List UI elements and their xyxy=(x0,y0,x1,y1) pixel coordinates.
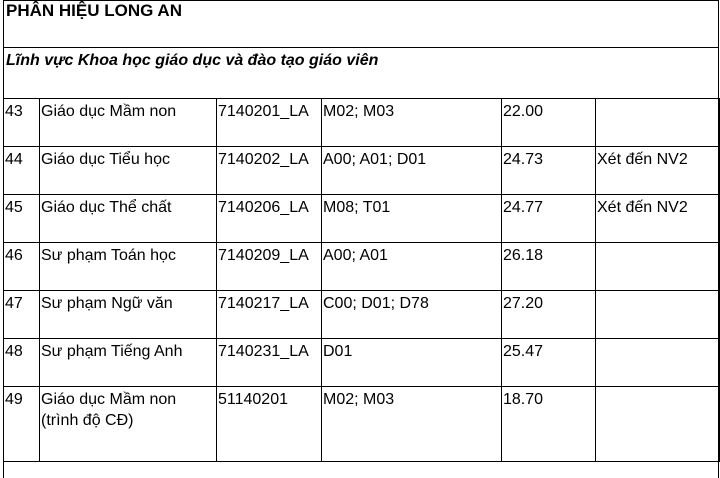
table-row xyxy=(4,195,720,243)
major-code: 51140201 xyxy=(217,387,322,462)
cutoff-score: 18.70 xyxy=(502,387,596,462)
note: Xét đến NV2 xyxy=(596,195,720,243)
cutoff-score: 22.00 xyxy=(502,99,596,147)
row-number: 46 xyxy=(4,243,40,291)
subject-combinations: A00; A01; D01 xyxy=(322,147,502,195)
major-name: Sư phạm Ngữ văn xyxy=(40,291,217,339)
major-code: 7140202_LA xyxy=(217,147,322,195)
subject-combinations: D01 xyxy=(322,339,502,387)
note xyxy=(596,243,720,291)
subject-combinations: C00; D01; D78 xyxy=(322,291,502,339)
row-number: 43 xyxy=(4,99,40,147)
cutoff-score: 25.47 xyxy=(502,339,596,387)
major-name: Giáo dục Tiểu học xyxy=(40,147,217,195)
cutoff-score: 26.18 xyxy=(502,243,596,291)
admission-score-table xyxy=(3,98,720,462)
subject-combinations: M08; T01 xyxy=(322,195,502,243)
cutoff-score: 24.73 xyxy=(502,147,596,195)
note xyxy=(596,339,720,387)
row-number: 49 xyxy=(4,387,40,462)
row-number: 47 xyxy=(4,291,40,339)
major-code: 7140206_LA xyxy=(217,195,322,243)
table-row xyxy=(4,99,720,147)
note xyxy=(596,387,720,462)
subject-combinations: M02; M03 xyxy=(322,387,502,462)
major-code: 7140201_LA xyxy=(217,99,322,147)
table-row xyxy=(4,147,720,195)
table-row xyxy=(4,291,720,339)
field-title: Lĩnh vực Khoa học giáo dục và đào tạo giáo viên xyxy=(3,48,719,99)
note xyxy=(596,291,720,339)
row-number: 45 xyxy=(4,195,40,243)
subject-combinations: M02; M03 xyxy=(322,99,502,147)
major-code: 7140217_LA xyxy=(217,291,322,339)
table-row xyxy=(4,243,720,291)
cutoff-score: 27.20 xyxy=(502,291,596,339)
major-name: Giáo dục Thể chất xyxy=(40,195,217,243)
major-code: 7140209_LA xyxy=(217,243,322,291)
subject-combinations: A00; A01 xyxy=(322,243,502,291)
major-code: 7140231_LA xyxy=(217,339,322,387)
table-row xyxy=(4,339,720,387)
note: Xét đến NV2 xyxy=(596,147,720,195)
major-name: Sư phạm Tiếng Anh xyxy=(40,339,217,387)
cutoff-score: 24.77 xyxy=(502,195,596,243)
major-name: Giáo dục Mầm non xyxy=(40,99,217,147)
row-number: 48 xyxy=(4,339,40,387)
major-name: Giáo dục Mầm non (trình độ CĐ) xyxy=(40,387,217,462)
section-title: PHÂN HIỆU LONG AN xyxy=(3,0,719,48)
table-row xyxy=(4,387,720,462)
row-number: 44 xyxy=(4,147,40,195)
note xyxy=(596,99,720,147)
major-name: Sư phạm Toán học xyxy=(40,243,217,291)
